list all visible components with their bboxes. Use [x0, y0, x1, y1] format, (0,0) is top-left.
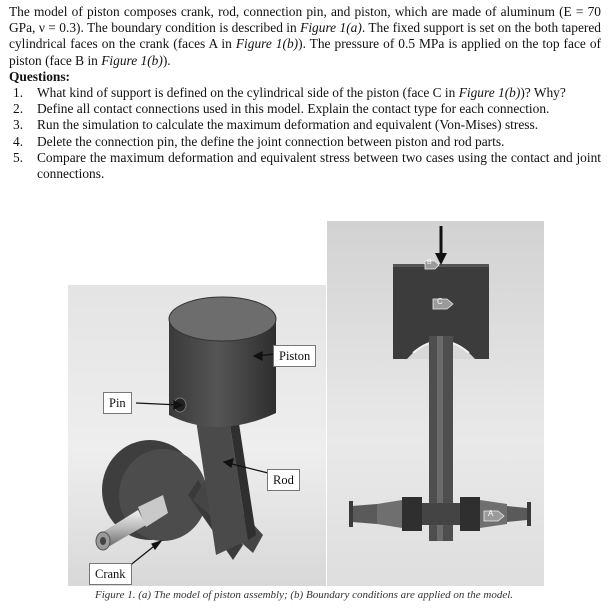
question-item: [9, 134, 601, 150]
questions-list: [9, 85, 601, 182]
intro-text-3: ). The pressure of 0.5 MPa is applied on the top face of piston (face B in: [9, 36, 601, 68]
question-item: [9, 85, 601, 101]
question-text: Run the simulation to calculate the maximum deformation and equivalent (Von-Mises) stress.: [37, 117, 539, 133]
question-item: [9, 101, 601, 117]
question-number: 2.: [13, 101, 24, 117]
piston-assembly-drawing: [68, 285, 326, 586]
intro-text-1: The model of piston composes crank, rod, connection pin, and piston, which are made of aluminum (E = 70 GPa, ν = 0.3). The boundary condition is described in: [9, 4, 601, 36]
questions-heading: Questions:: [9, 68, 71, 84]
question-text-end: )? Why?: [520, 85, 566, 101]
question-number: 1.: [13, 85, 24, 101]
face-c-letter: C: [437, 297, 443, 306]
figure-boundary-conditions: [327, 221, 544, 586]
pin-label: Pin: [103, 392, 132, 414]
document-body: [9, 4, 601, 182]
intro-paragraph: [9, 4, 601, 69]
question-item: [9, 150, 601, 182]
figure-ref-1b-second: Figure 1(b): [101, 52, 163, 68]
figure-ref-1a: Figure 1(a): [300, 20, 362, 36]
question-number: 4.: [13, 133, 24, 149]
figure-caption: Figure 1. (a) The model of piston assembly; (b) Boundary conditions are applied on the model.: [94, 589, 514, 601]
piston-label: Piston: [273, 345, 316, 367]
question-text: Define all contact connections used in this model. Explain the contact type for each connection.: [37, 101, 550, 117]
question-number: 3.: [13, 117, 24, 133]
face-b-letter: B: [427, 259, 432, 266]
question-text: What kind of support is defined on the cylindrical side of the piston (face C in: [37, 85, 459, 101]
question-number: 5.: [13, 149, 24, 165]
intro-text-4: ).: [162, 52, 171, 68]
question-text: Delete the connection pin, the define the joint connection between piston and rod parts.: [37, 133, 505, 149]
intro-text-2: . The fixed support is set on the both tapered cylindrical faces on the crank (faces A in: [9, 20, 601, 52]
figure-ref: Figure 1(b): [458, 85, 521, 101]
crank-label: Crank: [89, 563, 132, 585]
question-text: Compare the maximum deformation and equivalent stress between two cases using the contact and joint connections.: [37, 149, 601, 182]
piston-shape: [169, 297, 276, 427]
face-a-letter: A: [488, 509, 494, 518]
pressure-arrow-icon: [435, 226, 447, 265]
figure-piston-assembly: [68, 285, 326, 586]
boundary-conditions-drawing: [327, 221, 544, 586]
question-item: [9, 117, 601, 133]
figure-ref-1b: Figure 1(b): [235, 36, 299, 52]
rod-label: Rod: [267, 469, 300, 491]
